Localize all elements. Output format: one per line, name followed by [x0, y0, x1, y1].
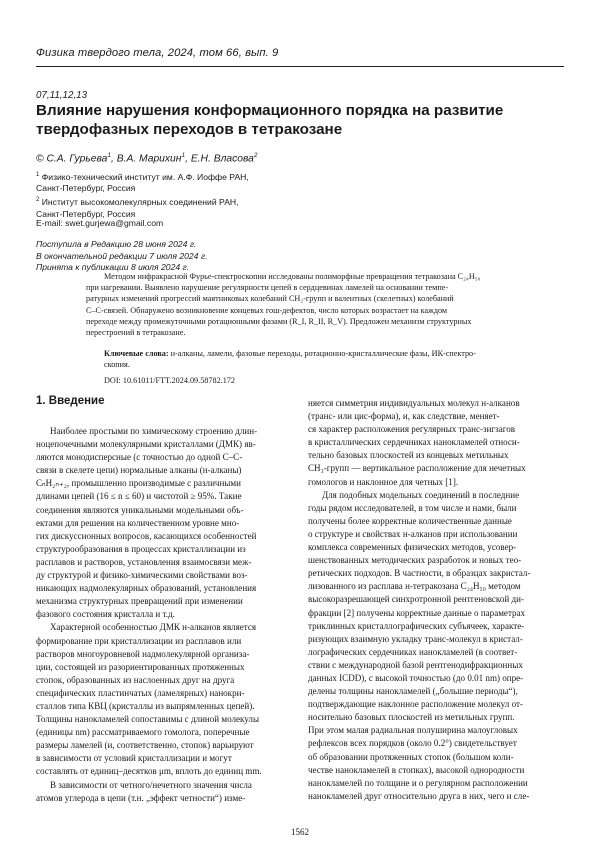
body-text-line: растворов многоуровневой надмолекулярной организа- [36, 648, 250, 659]
body-text-line: структурообразования в процессах кристаллизации из [36, 543, 246, 554]
body-text-line: ции, состоящей из разориентированных протяженных [36, 661, 245, 672]
body-text-line: гих дискуссионных вопросов, касающихся особенностей [36, 530, 257, 541]
body-text-line: ризующих взаимную укладку транс-молекул в кристал- [308, 633, 523, 644]
body-text-line: соединения являются уникальными модельными объ- [36, 504, 244, 515]
body-text-line: составлять от единиц–десятков μm, вплоть до единиц mm. [36, 766, 262, 777]
body-text-line: связи в скелете цепи) нормальные алканы (н-алканы) [36, 465, 242, 476]
body-text-line: делены толщины нанокламелей („большие периоды“), [308, 686, 518, 697]
body-text-line: носительно базовых плоскостей из метильных групп. [308, 712, 515, 723]
keywords-line: Ключевые слова: н-алканы, ламели, фазовые переходы, ротационно-кристаллические фазы, ИК-спектро- [104, 349, 476, 358]
body-text-line: расплавов и растворов, установления взаимосвязи меж- [36, 556, 252, 567]
body-text-line: ектами для решения на количественном уровне мно- [36, 517, 240, 528]
body-text-line: механизма структурных превращений при изменении [36, 596, 243, 607]
body-text-line: честве нанокламелей в стопках), высокой однородности [308, 764, 525, 775]
body-text-line: В зависимости от четного/нечетного значения числа [50, 779, 252, 790]
body-text-line: годы рядом исследователей, в том числе и нами, были [308, 502, 517, 513]
body-text-line: в зависимости от условий кристаллизации и могут [36, 753, 232, 764]
doi-link[interactable]: DOI: 10.61011/FTT.2024.09.58782.172 [104, 376, 235, 385]
body-text-line: (транс- или цис-форма), и, как следствие, меняет- [308, 411, 500, 422]
body-text-line: в кристаллических сердечниках нанокламелей относи- [308, 437, 520, 448]
author-affil-mark: 2 [253, 152, 258, 159]
author-affil-mark: 1 [107, 152, 111, 159]
body-text-line: ствии с международной базой рентгенодифракционных [308, 659, 523, 670]
body-text-line: гомологов и наклонное для четных [1]. [308, 476, 459, 487]
journal-header: Физика твердого тела, 2024, том 66, вып. 9 [36, 47, 279, 59]
body-text-line: размеры ламелей (и, соответственно, стопок) варьируют [36, 740, 254, 751]
body-text-line: няется симметрия индивидуальных молекул н-алканов [308, 398, 520, 408]
body-text-line: лизованного из расплава н-тетракозана C₂₄H₅₀ методом [308, 581, 521, 592]
body-text-line: сталлов типа КВЦ (кристаллы из выпрямленных цепей). [36, 700, 255, 711]
body-text-line: фазового состояния кристалла и т.д. [36, 609, 175, 620]
abstract-line: Методом инфракрасной Фурье-спектроскопии исследованы полиморфные превращения тетракозана C₂₄H₅₀ [104, 272, 481, 281]
date-received: Поступила в Редакцию 28 июня 2024 г. [36, 239, 197, 249]
affiliation-line: Санкт-Петербург, Россия [36, 183, 136, 194]
body-text-line: нанокламелей по толщине и о регулярном расположении [308, 777, 528, 788]
title-line: твердофазных переходов в тетракозане [36, 120, 343, 138]
body-text-line: шенствованных методических разработок и новых тео- [308, 555, 522, 566]
author-affil-mark: 1 [181, 152, 186, 159]
affiliation-line: Санкт-Петербург, Россия [36, 208, 136, 219]
contact-email[interactable]: E-mail: swet.gurjewa@gmail.com [36, 218, 164, 228]
abstract-line: переходе между промежуточными ротационными фазами (R_I, R_II, R_V). Предложен механизм структурных [86, 316, 472, 326]
date-revised: В окончательной редакции 7 июля 2024 г. [36, 250, 208, 261]
body-text-line: подтверждающие наклонное расположение молекул от- [308, 699, 523, 710]
abstract [86, 271, 566, 338]
body-text-line: При этом малая радиальная полуширина малоугловых [308, 725, 518, 736]
body-text-line: лографических сердечниках нанокламелей (в соответ- [308, 646, 518, 657]
left-column [36, 425, 294, 805]
body-text-line: тельно базовых плоскостей из концевых метильных [308, 450, 509, 461]
body-text-line: фракции [2] получены корректные данные о параметрах [308, 607, 526, 618]
abstract-line: ратурных изменений прогрессий маятниковых колебаний CH₂-групп и валентных (скелетных) колебаний [86, 294, 454, 304]
body-text-line: Толщины нанокламелей сопоставимы с длиной молекулы [36, 714, 260, 725]
body-text-line: ляются монодисперсные (с точностью до одной C–C- [36, 452, 243, 463]
title-line: Влияние нарушения конформационного порядка на развитие [36, 102, 504, 119]
body-text-line: о структуре и свойствах н-алканов при использовании [308, 528, 518, 539]
body-text-line: рефлексов всех порядков (около 0.2°) свидетельствует [308, 738, 517, 749]
affiliation-line: $^1$ Физико-технический институт им. А.Ф. Иоффе РАН, [36, 171, 249, 182]
subject-codes: 07,11,12,13 [36, 90, 88, 101]
body-text-line: ретических подходов. В частности, в образцах закристал- [308, 568, 531, 579]
author-list [36, 152, 257, 164]
abstract-line: C–C-связей. Обнаружено возникновение концевых гош-дефектов, число которых возрастает на каждом [86, 305, 448, 315]
body-text-line: никающих надмолекулярных образований, установления [36, 583, 257, 594]
section-heading: 1. Введение [36, 395, 105, 407]
keywords-label: Ключевые слова: [104, 349, 169, 358]
author-name: , В.А. Марихин [111, 153, 182, 165]
body-text-line: получены более корректные количественные данные [308, 515, 512, 526]
body-text-line: комплекса современных физических методов, усовер- [308, 542, 517, 553]
body-text-line: ду структурой и физико-химическими свойствами воз- [36, 570, 248, 581]
header-rule [36, 66, 564, 67]
body-text-line: нанокламелей друг относительно друга в них, чего и сле- [308, 790, 530, 801]
affiliations [36, 170, 249, 220]
body-text-line: CH₃-групп — вертикальное расположение для нечетных [308, 463, 526, 474]
abstract-line: перестроений в тетракозане. [86, 328, 186, 338]
paper-title [36, 102, 576, 139]
author-name: , Е.Н. Власова [185, 153, 254, 165]
body-text-line: высокоразрешающей синхротронной рентгеновской ди- [308, 594, 524, 605]
body-text-line: триклинных кристаллографических субъячеек, характе- [308, 620, 525, 631]
body-text-line: Для подобных модельных соединений в последние [322, 489, 520, 500]
body-text-line: ся характер расположения регулярных транс-зигзагов [308, 424, 516, 435]
publication-dates [36, 239, 207, 274]
abstract-line: при нагревании. Выявлено нарушение регулярности цепей в сердцевинах ламелей на основании темпе- [86, 283, 449, 293]
right-column [308, 397, 566, 803]
body-text-line: CₙH₂ₙ₊₂, промышленно производимые с различными [36, 478, 241, 489]
body-text-line: Наиболее простыми по химическому строению длин- [50, 426, 258, 436]
body-text-line: Характерной особенностью ДМК н-алканов является [50, 622, 257, 633]
body-text-line: ноцепочечными молекулярными кристаллами (ДМК) яв- [36, 439, 256, 450]
affiliation-line: $^2$ Институт высокомолекулярных соединений РАН, [36, 196, 239, 207]
page-number: 1562 [291, 827, 309, 837]
keywords-line: скопия. [104, 360, 130, 370]
body-text-line: стопок, образованных из наслоенных друг на друга [36, 674, 235, 685]
body-text-line: об образовании протяженных стопок (большом коли- [308, 751, 514, 762]
body-text-line: атомов углерода в цепи (т.н. „эффект четности“) изме- [36, 792, 246, 803]
body-text-line: (единицы nm) рассматриваемого гомолога, поперечные [36, 727, 250, 738]
body-text-line: формирование при кристаллизации из расплавов или [36, 635, 242, 646]
author-name: © С.А. Гурьева [36, 153, 108, 165]
keywords [104, 348, 566, 370]
body-text-line: специфических пластинчатых (ламелярных) нанокри- [36, 687, 245, 698]
body-text-line: данных ICDD), с высокой точностью (до 0.01 nm) опре- [308, 672, 524, 683]
date-accepted: Принята к публикации 8 июля 2024 г. [36, 262, 190, 273]
body-text-line: длинами цепей (16 ≤ n ≤ 60) и чистотой ≥ 95%. Такие [36, 491, 242, 502]
